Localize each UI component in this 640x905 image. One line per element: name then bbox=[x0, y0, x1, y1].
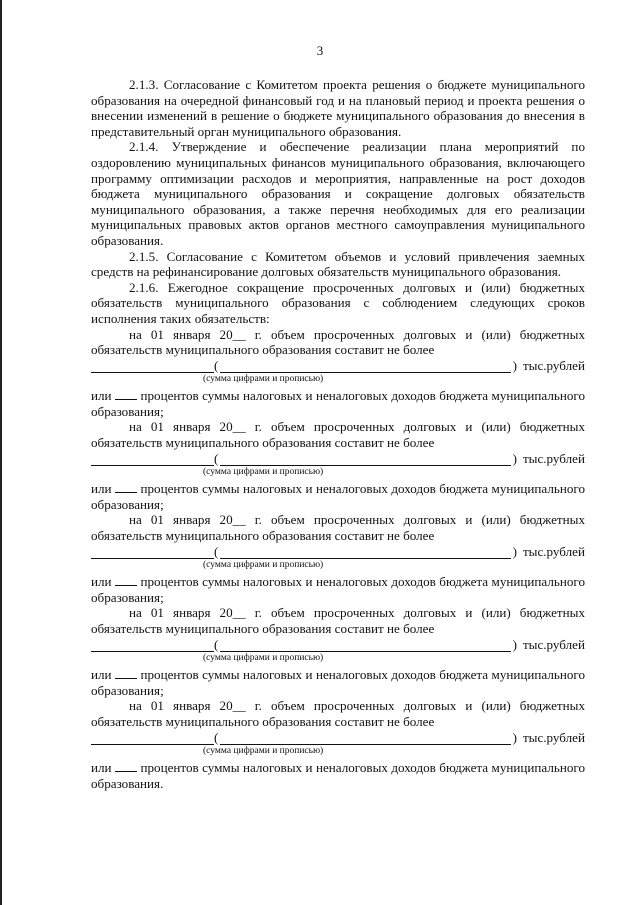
amount-words-blank[interactable] bbox=[220, 639, 510, 652]
open-paren: ( bbox=[214, 543, 219, 559]
close-paren: ) bbox=[512, 636, 517, 652]
amount-blank[interactable] bbox=[91, 732, 214, 745]
obligation-block-2 bbox=[91, 419, 585, 512]
amount-blank[interactable] bbox=[91, 453, 214, 466]
amount-words-blank[interactable] bbox=[220, 546, 510, 559]
percent-text: процентов суммы налоговых и неналоговых доходов бюджета муниципального образования; bbox=[91, 388, 585, 419]
document-body bbox=[91, 77, 585, 791]
amount-line bbox=[91, 730, 585, 746]
percent-text: процентов суммы налоговых и неналоговых доходов бюджета муниципального образования; bbox=[91, 667, 585, 698]
percent-line bbox=[91, 481, 585, 512]
block-intro: на 01 января 20__ г. объем просроченных долговых и (или) бюджетных обязательств муниципального образования составит не более bbox=[91, 419, 585, 451]
obligation-block-1 bbox=[91, 327, 585, 420]
close-paren: ) bbox=[512, 543, 517, 559]
scan-edge bbox=[0, 0, 2, 905]
unit-label: тыс.рублей bbox=[522, 357, 585, 373]
amount-blank[interactable] bbox=[91, 546, 214, 559]
or-label: или bbox=[91, 667, 112, 683]
amount-words-blank[interactable] bbox=[220, 732, 510, 745]
obligation-block-3 bbox=[91, 512, 585, 605]
open-paren: ( bbox=[214, 357, 219, 373]
or-label: или bbox=[91, 388, 112, 404]
unit-label: тыс.рублей bbox=[522, 450, 585, 466]
amount-blank[interactable] bbox=[91, 360, 214, 373]
close-paren: ) bbox=[512, 357, 517, 373]
percent-line bbox=[91, 388, 585, 419]
percent-text: процентов суммы налоговых и неналоговых доходов бюджета муниципального образования. bbox=[91, 760, 585, 791]
amount-line bbox=[91, 451, 585, 467]
amount-blank[interactable] bbox=[91, 639, 214, 652]
amount-caption: (сумма цифрами и прописью) bbox=[203, 746, 324, 757]
unit-label: тыс.рублей bbox=[522, 729, 585, 745]
paragraph-2-1-3: 2.1.3. Согласование с Комитетом проекта решения о бюджете муниципального образования на очередной финансовый год и на плановый период и проекта решения о внесении изменений в решение о бюджете муниципального образования до внесения в представительный орган муниципального образования. bbox=[91, 77, 585, 139]
amount-words-blank[interactable] bbox=[220, 360, 510, 373]
open-paren: ( bbox=[214, 636, 219, 652]
paragraph-2-1-6: 2.1.6. Ежегодное сокращение просроченных долговых и (или) бюджетных обязательств муниципального образования с соблюдением следующих сроков исполнения таких обязательств: bbox=[91, 279, 585, 326]
page-number: 3 bbox=[316, 43, 324, 58]
block-intro: на 01 января 20__ г. объем просроченных долговых и (или) бюджетных обязательств муниципального образования составит не более bbox=[91, 512, 585, 544]
or-label: или bbox=[91, 760, 112, 776]
unit-label: тыс.рублей bbox=[522, 636, 585, 652]
amount-caption: (сумма цифрами и прописью) bbox=[203, 560, 324, 571]
open-paren: ( bbox=[214, 729, 219, 745]
percent-blank[interactable] bbox=[115, 388, 137, 400]
percent-line bbox=[91, 667, 585, 698]
paragraph-2-1-4: 2.1.4. Утверждение и обеспечение реализации плана мероприятий по оздоровлению муниципальных финансов муниципального образования, включающего программу оптимизации расходов и мероприятия, направленные на рост доходов бюджета муниципального образования и сокращение долговых обязательств муниципального образования, а также перечня необходимых для его реализации муниципальных правовых актов органов местного самоуправления муниципального образования. bbox=[91, 139, 585, 248]
open-paren: ( bbox=[214, 450, 219, 466]
paragraph-2-1-5: 2.1.5. Согласование с Комитетом объемов и условий привлечения заемных средств на рефинансирование долговых обязательств муниципального образования. bbox=[91, 248, 585, 280]
percent-line bbox=[91, 760, 585, 791]
percent-blank[interactable] bbox=[115, 667, 137, 679]
amount-line bbox=[91, 544, 585, 560]
close-paren: ) bbox=[512, 450, 517, 466]
percent-blank[interactable] bbox=[115, 760, 137, 772]
percent-blank[interactable] bbox=[115, 574, 137, 586]
obligation-block-4 bbox=[91, 605, 585, 698]
block-intro: на 01 января 20__ г. объем просроченных долговых и (или) бюджетных обязательств муниципального образования составит не более bbox=[91, 698, 585, 729]
percent-line bbox=[91, 574, 585, 605]
or-label: или bbox=[91, 574, 112, 590]
close-paren: ) bbox=[512, 729, 517, 745]
block-intro: на 01 января 20__ г. объем просроченных долговых и (или) бюджетных обязательств муниципального образования составит не более bbox=[91, 326, 585, 358]
amount-line bbox=[91, 358, 585, 374]
amount-caption: (сумма цифрами и прописью) bbox=[203, 467, 324, 478]
amount-line bbox=[91, 637, 585, 653]
obligation-block-5 bbox=[91, 698, 585, 791]
amount-caption: (сумма цифрами и прописью) bbox=[203, 374, 324, 385]
percent-text: процентов суммы налоговых и неналоговых доходов бюджета муниципального образования; bbox=[91, 574, 585, 605]
amount-caption: (сумма цифрами и прописью) bbox=[203, 653, 324, 664]
or-label: или bbox=[91, 481, 112, 497]
unit-label: тыс.рублей bbox=[522, 543, 585, 559]
percent-text: процентов суммы налоговых и неналоговых доходов бюджета муниципального образования; bbox=[91, 481, 585, 512]
block-intro: на 01 января 20__ г. объем просроченных долговых и (или) бюджетных обязательств муниципального образования составит не более bbox=[91, 605, 585, 636]
amount-words-blank[interactable] bbox=[220, 453, 510, 466]
percent-blank[interactable] bbox=[115, 481, 137, 493]
